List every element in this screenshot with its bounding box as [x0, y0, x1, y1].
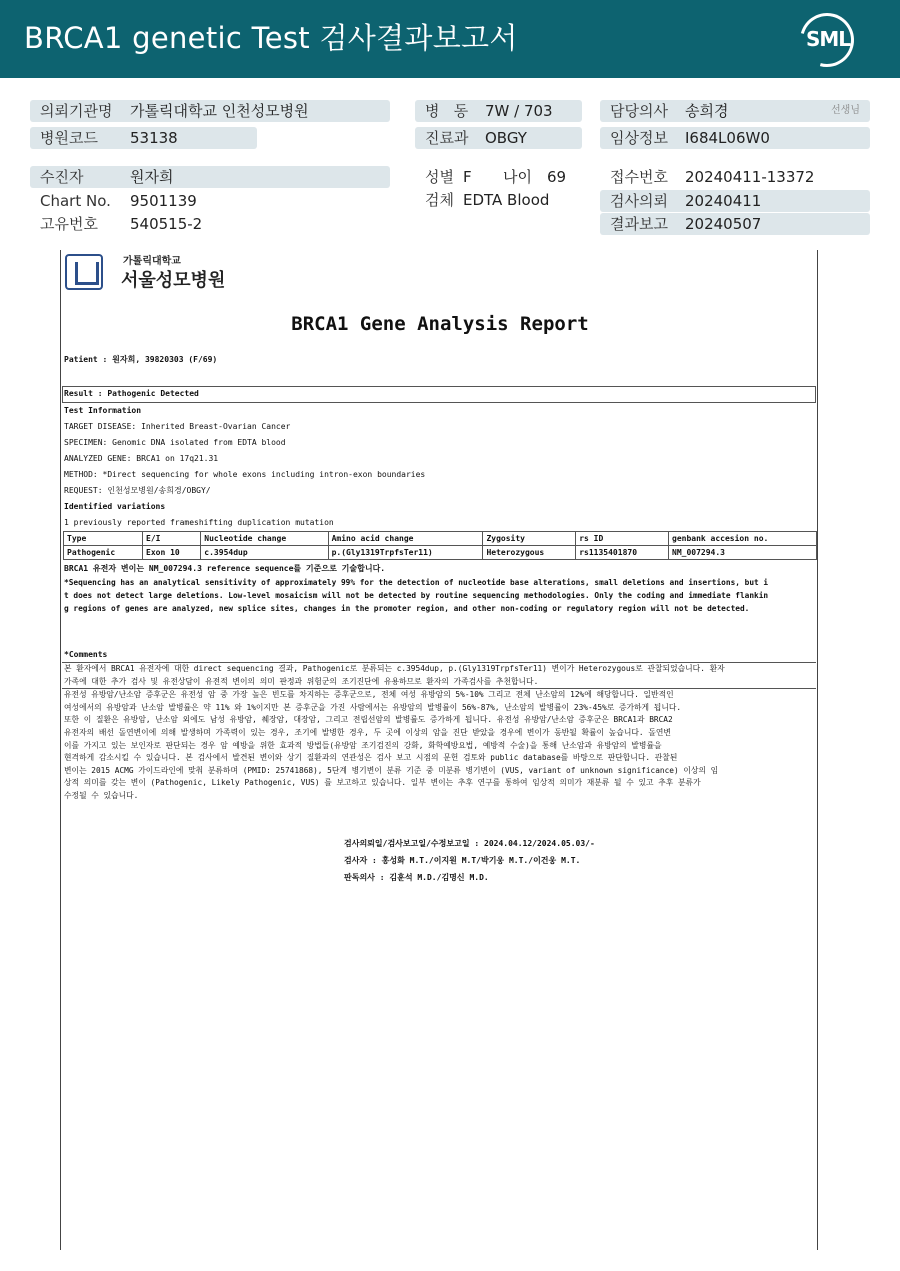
specimen-field: [415, 189, 582, 211]
table-cell: Heterozygous: [483, 546, 576, 560]
variation-table: [63, 531, 817, 560]
table-header-cell: Amino acid change: [328, 532, 483, 546]
doctor-suffix: 선생님: [831, 105, 860, 116]
hospital-logo-icon: [65, 254, 103, 290]
table-cell: c.3954dup: [201, 546, 328, 560]
comment-line: 유전자의 배선 돌연변이에 의해 발생하며 가족력이 있는 경우, 조기에 발병한 경우, 두 곳에 이상의 암을 진단 받았을 경우에 변이가 동반될 확률이 높습니다. 돌연변: [64, 727, 671, 737]
identified-desc: 1 previously reported frameshifting duplication mutation: [64, 518, 334, 527]
chart-no-label: Chart No.: [40, 192, 111, 210]
receipt-no-label: 접수번호: [610, 168, 668, 186]
ward-value: 7W / 703: [485, 102, 553, 120]
comment-line: 또한 이 질환은 유방암, 난소암 외에도 남성 유방암, 췌장암, 대장암, 그리고 전립선암의 발병률도 증가하게 됩니다. 유전성 유방암/난소암 증후군은 BRCA1과 BRCA2: [64, 715, 673, 725]
table-header-cell: Zygosity: [483, 532, 576, 546]
table-header-cell: Nucleotide change: [201, 532, 328, 546]
chart-no-field: [30, 190, 390, 212]
page-title: BRCA1 genetic Test 검사결과보고서: [24, 21, 518, 55]
report-title: BRCA1 Gene Analysis Report: [291, 313, 589, 335]
age-label: 나이: [503, 168, 532, 186]
table-cell: NM_007294.3: [669, 546, 817, 560]
institution-label: 의뢰기관명: [40, 102, 113, 120]
specimen-label: 검체: [425, 191, 454, 209]
comments-heading: *Comments: [64, 650, 108, 659]
hospital-code-field: [30, 127, 257, 149]
receipt-no-value: 20240411-13372: [685, 168, 815, 186]
department-label: 진료과: [425, 129, 469, 147]
table-cell: Pathogenic: [64, 546, 143, 560]
report-date-value: 20240507: [685, 215, 762, 233]
institution-value: 가톨릭대학교 인천성모병원: [130, 102, 309, 120]
sex-value: F: [463, 168, 472, 186]
table-header-row: [64, 532, 817, 546]
hospital-name: 서울성모병원: [121, 270, 226, 291]
doctor-label: 담당의사: [610, 102, 668, 120]
scanned-report: [60, 250, 818, 1250]
report-date-label: 결과보고: [610, 215, 668, 233]
comment-line: 수정될 수 있습니다.: [64, 790, 139, 800]
sign-dates: 검사의뢰일/검사보고일/수정보고일 : 2024.04.12/2024.05.03/-: [344, 839, 595, 848]
reference-note: BRCA1 유전자 변이는 NM_007294.3 reference sequence를 기준으로 기술합니다.: [64, 564, 386, 573]
header-bar: [0, 0, 900, 78]
doctor-value: 송희경: [685, 102, 729, 120]
sensitivity-line-3: g regions of genes are analyzed, new splice sites, changes in the promoter region, and other non-coding or regulatory region will not be detected.: [64, 604, 750, 613]
comment-line: 현격하게 감소시킬 수 있습니다. 본 검사에서 발견된 변이와 상기 질환과의 연관성은 검사 보고 시점의 문헌 검토와 public database를 바탕으로 판단합니다. 관찰된: [64, 753, 678, 763]
patient-line: Patient : 원자희, 39820303 (F/69): [64, 355, 218, 364]
request-line: REQUEST: 인천성모병원/송희경/OBGY/: [64, 486, 211, 495]
sex-age-field: [415, 166, 582, 188]
department-field: [415, 127, 582, 149]
table-cell: Exon 10: [143, 546, 201, 560]
comment-line: 상적 의미를 갖는 변이 (Pathogenic, Likely Pathogenic, VUS) 를 보고하고 있습니다. 일부 변이는 추후 연구를 통하여 임상적 의미가 재분류 될 수 있고 추후 분류가: [64, 778, 701, 788]
table-row: [64, 546, 817, 560]
patient-field: [30, 166, 390, 188]
result-line: Result : Pathogenic Detected: [64, 389, 199, 398]
comment-line: 유전성 유방암/난소암 증후군은 유전성 암 중 가장 높은 빈도를 차지하는 증후군으로, 전체 여성 유방암의 5%-10% 그리고 전체 난소암의 12%에 해당합니다. 일반적인: [62, 688, 816, 702]
hospital-code-label: 병원코드: [40, 129, 98, 147]
institution-field: [30, 100, 390, 122]
unique-no-field: [30, 213, 390, 235]
request-date-field: [600, 190, 870, 212]
hospital-name-small: 가톨릭대학교: [123, 256, 181, 267]
chart-no-value: 9501139: [130, 192, 197, 210]
comment-line: 변이는 2015 ACMG 가이드라인에 맞춰 분류하며 (PMID: 25741868), 5단계 병기변이 분류 기준 중 미분류 병기변이 (VUS, variant of unknown significance) 이상의 임: [64, 765, 719, 775]
receipt-no-field: [600, 166, 870, 188]
specimen-value: EDTA Blood: [463, 191, 550, 209]
sensitivity-line-2: t does not detect large deletions. Low-level mosaicism will not be detected by routine sequencing methodologies. Only the coding and immediate flankin: [64, 591, 769, 600]
table-header-cell: E/I: [143, 532, 201, 546]
clinical-info-label: 임상정보: [610, 129, 668, 147]
sensitivity-line-1: *Sequencing has an analytical sensitivity of approximately 99% for the detection of nucleotide base alterations, small deletions and insertions, but i: [64, 578, 769, 587]
method-line: METHOD: *Direct sequencing for whole exons including intron-exon boundaries: [64, 470, 426, 479]
sign-testers: 검사자 : 홍성화 M.T./이지원 M.T/박기웅 M.T./이건웅 M.T.: [344, 856, 581, 865]
test-info-heading: Test Information: [64, 406, 142, 415]
table-cell: rs1135401870: [576, 546, 669, 560]
department-value: OBGY: [485, 129, 527, 147]
comments-body: [62, 662, 816, 803]
patient-value: 원자희: [130, 168, 174, 186]
sign-physician: 판독의사 : 김훈석 M.D./김명신 M.D.: [344, 873, 489, 882]
target-disease-line: TARGET DISEASE: Inherited Breast-Ovarian Cancer: [64, 422, 291, 431]
comment-line: 여성에서의 유방암과 난소암 발병률은 약 11% 와 1%이지만 본 증후군을 가진 사람에서는 유방암의 발병률이 56%-87%, 난소암의 발병률이 23%-45%로 증가하게 됩니다.: [64, 702, 682, 712]
specimen-line: SPECIMEN: Genomic DNA isolated from EDTA blood: [64, 438, 286, 447]
age-value: 69: [547, 168, 567, 186]
unique-no-value: 540515-2: [130, 215, 203, 233]
ward-field: [415, 100, 582, 122]
sex-label: 성별: [425, 168, 454, 186]
request-date-value: 20240411: [685, 192, 762, 210]
table-header-cell: genbank accesion no.: [669, 532, 817, 546]
table-header-cell: rs ID: [576, 532, 669, 546]
ward-label: 병 동: [425, 102, 469, 120]
sml-logo-icon: [800, 13, 854, 67]
request-date-label: 검사의뢰: [610, 192, 668, 210]
comment-line: 가족에 대한 추가 검사 및 유전상담이 유전적 변이의 의미 판정과 위험군의 조기진단에 유용하므로 환자의 가족검사를 추천합니다.: [64, 676, 539, 686]
clinical-info-field: [600, 127, 870, 149]
patient-label: 수진자: [40, 168, 84, 186]
gene-line: ANALYZED GENE: BRCA1 on 17q21.31: [64, 454, 219, 463]
table-header-cell: Type: [64, 532, 143, 546]
doctor-field: [600, 100, 870, 122]
clinical-info-value: I684L06W0: [685, 129, 770, 147]
comment-line: 이를 가지고 있는 보인자로 판단되는 경우 암 예방을 위한 효과적 방법들(유방암 조기검진의 강화, 화학예방요법, 예방적 수술)을 통해 난소암과 유방암의 발병률을: [64, 740, 662, 750]
hospital-code-value: 53138: [130, 129, 178, 147]
logo-text: SML: [806, 27, 851, 51]
identified-heading: Identified variations: [64, 502, 166, 511]
comment-line: 본 환자에서 BRCA1 유전자에 대한 direct sequencing 결과, Pathogenic로 분류되는 c.3954dup, p.(Gly1319TrpfsTer11) 변이가 Heterozygous로 관찰되었습니다. 환자: [64, 664, 725, 673]
table-cell: p.(Gly1319TrpfsTer11): [328, 546, 483, 560]
report-date-field: [600, 213, 870, 235]
unique-no-label: 고유번호: [40, 215, 98, 233]
